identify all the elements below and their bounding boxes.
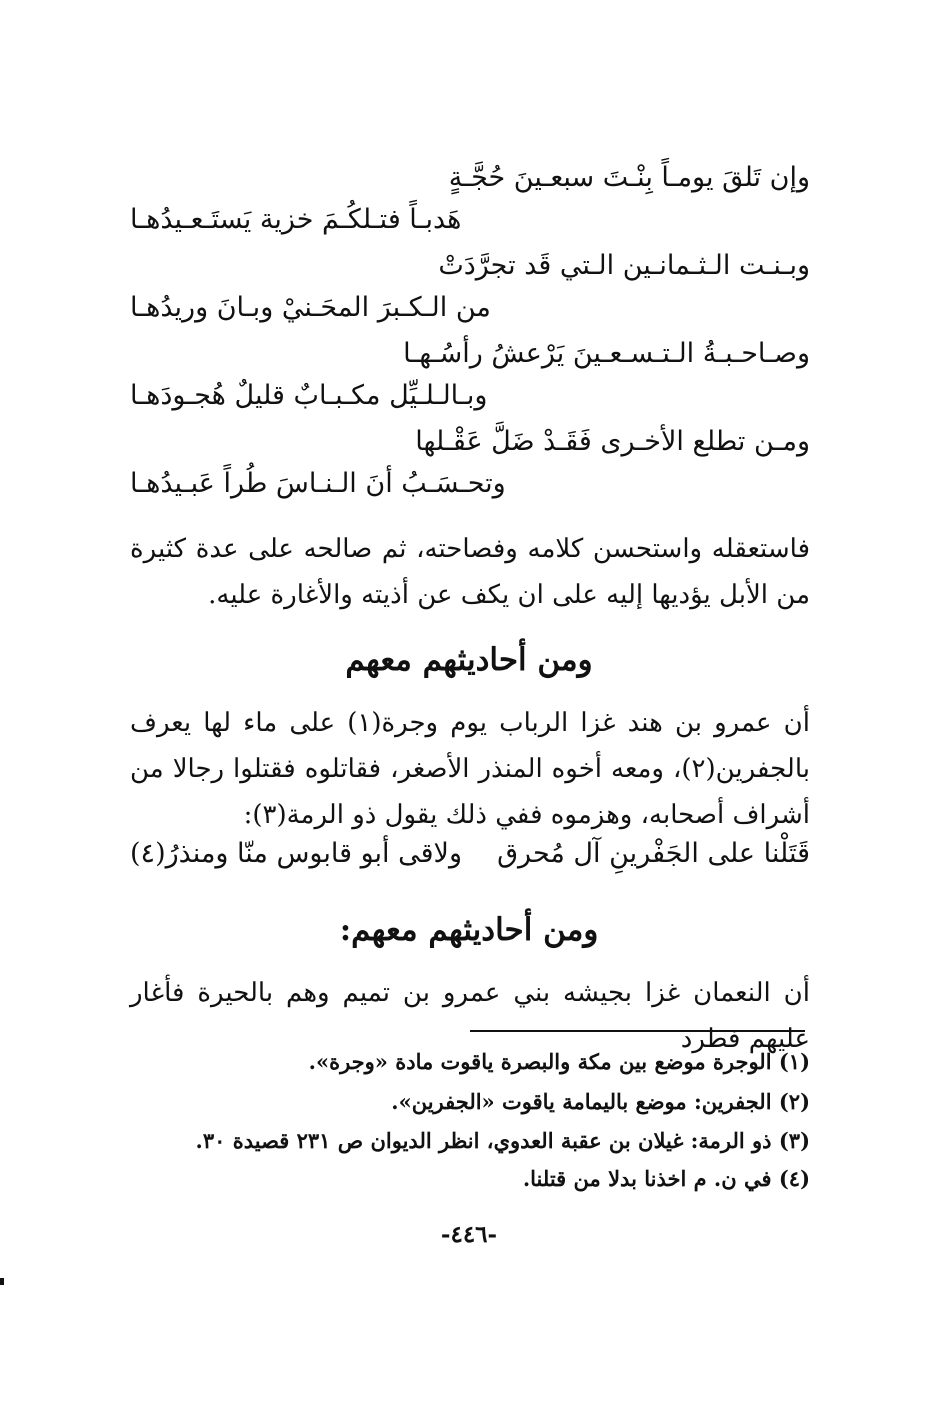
verse-5-second-hemistich: ولاقى أبو قابوس منّا ومنذرُ(٤) — [130, 838, 462, 869]
paragraph-1: فاستعقله واستحسن كلامه وفصاحته، ثم صالحه على عدة كثيرة من الأبل يؤديها إليه على ان يكف عن أذيته والأغارة عليه. — [130, 534, 810, 610]
verse-3-first-hemistich: وصـاحـبـةُ الـتـسـعـينَ يَرْعشُ رأسُـهـا — [403, 338, 810, 369]
section-heading-2: ومن أحاديثهم معهم: — [339, 912, 599, 948]
footnote-4: (٤) في ن. م اخذنا بدلا من قتلنا. — [522, 1166, 810, 1191]
paragraph-3: أن النعمان غزا بجيشه بني عمرو بن تميم وهم بالحيرة فأغار عليهم فطرد — [130, 978, 810, 1054]
footnote-3: (٣) ذو الرمة: غيلان بن عقبة العدوي، انظر الديوان ص ٢٣١ قصيدة ٣٠. — [195, 1128, 810, 1153]
footnote-1: (١) الوجرة موضع بين مكة والبصرة ياقوت مادة «وجرة». — [308, 1049, 810, 1074]
verse-1-first-hemistich: وإن تَلقَ يومـاً بِنْـتَ سبعـينَ حُجَّـةٍ — [448, 162, 810, 193]
verse-2-first-hemistich: وبـنـت الـثـمانـين الـتي قَد تجرَّدَتْ — [438, 250, 810, 281]
verse-4-second-hemistich: وتحـسَـبُ أنَ الـنـاسَ طُراً عَبـيدُهـا — [130, 468, 506, 499]
verse-4-first-hemistich: ومـن تطلع الأخـرى فَقَـدْ ضَلَّ عَقْـلها — [415, 426, 810, 457]
verse-5-first-hemistich: قَتَلْنا على الجَفْرينِ آل مُحرق — [497, 838, 810, 869]
page-number: -٤٤٦- — [440, 1221, 498, 1248]
paragraph-2: أن عمرو بن هند غزا الرباب يوم وجرة(١) على ماء لها يعرف بالجفرين(٢)، ومعه أخوه المنذر الأصغر، فقاتلوه فقتلوا رجالا من أشراف أصحابه، وهزموه ففي ذلك يقول ذو الرمة(٣): — [130, 708, 810, 830]
verse-3-second-hemistich: وبـالـلـيِّل مكـبـابٌ قليلٌ هُجـودَهـا — [130, 380, 488, 411]
verse-2-second-hemistich: من الـكـبرَ المحَـنيْ وبـانَ وريدُهـا — [130, 292, 491, 323]
footnote-separator — [470, 1030, 805, 1032]
scan-speck — [0, 1278, 4, 1285]
section-heading-1: ومن أحاديثهم معهم — [345, 642, 593, 678]
footnote-2: (٢) الجفرين: موضع باليمامة ياقوت «الجفرين». — [391, 1089, 810, 1114]
verse-5 — [130, 836, 810, 872]
verse-1-second-hemistich: هَدبـاً فتـلكُـمَ خزية يَستَـعـيدُهـا — [130, 204, 462, 235]
